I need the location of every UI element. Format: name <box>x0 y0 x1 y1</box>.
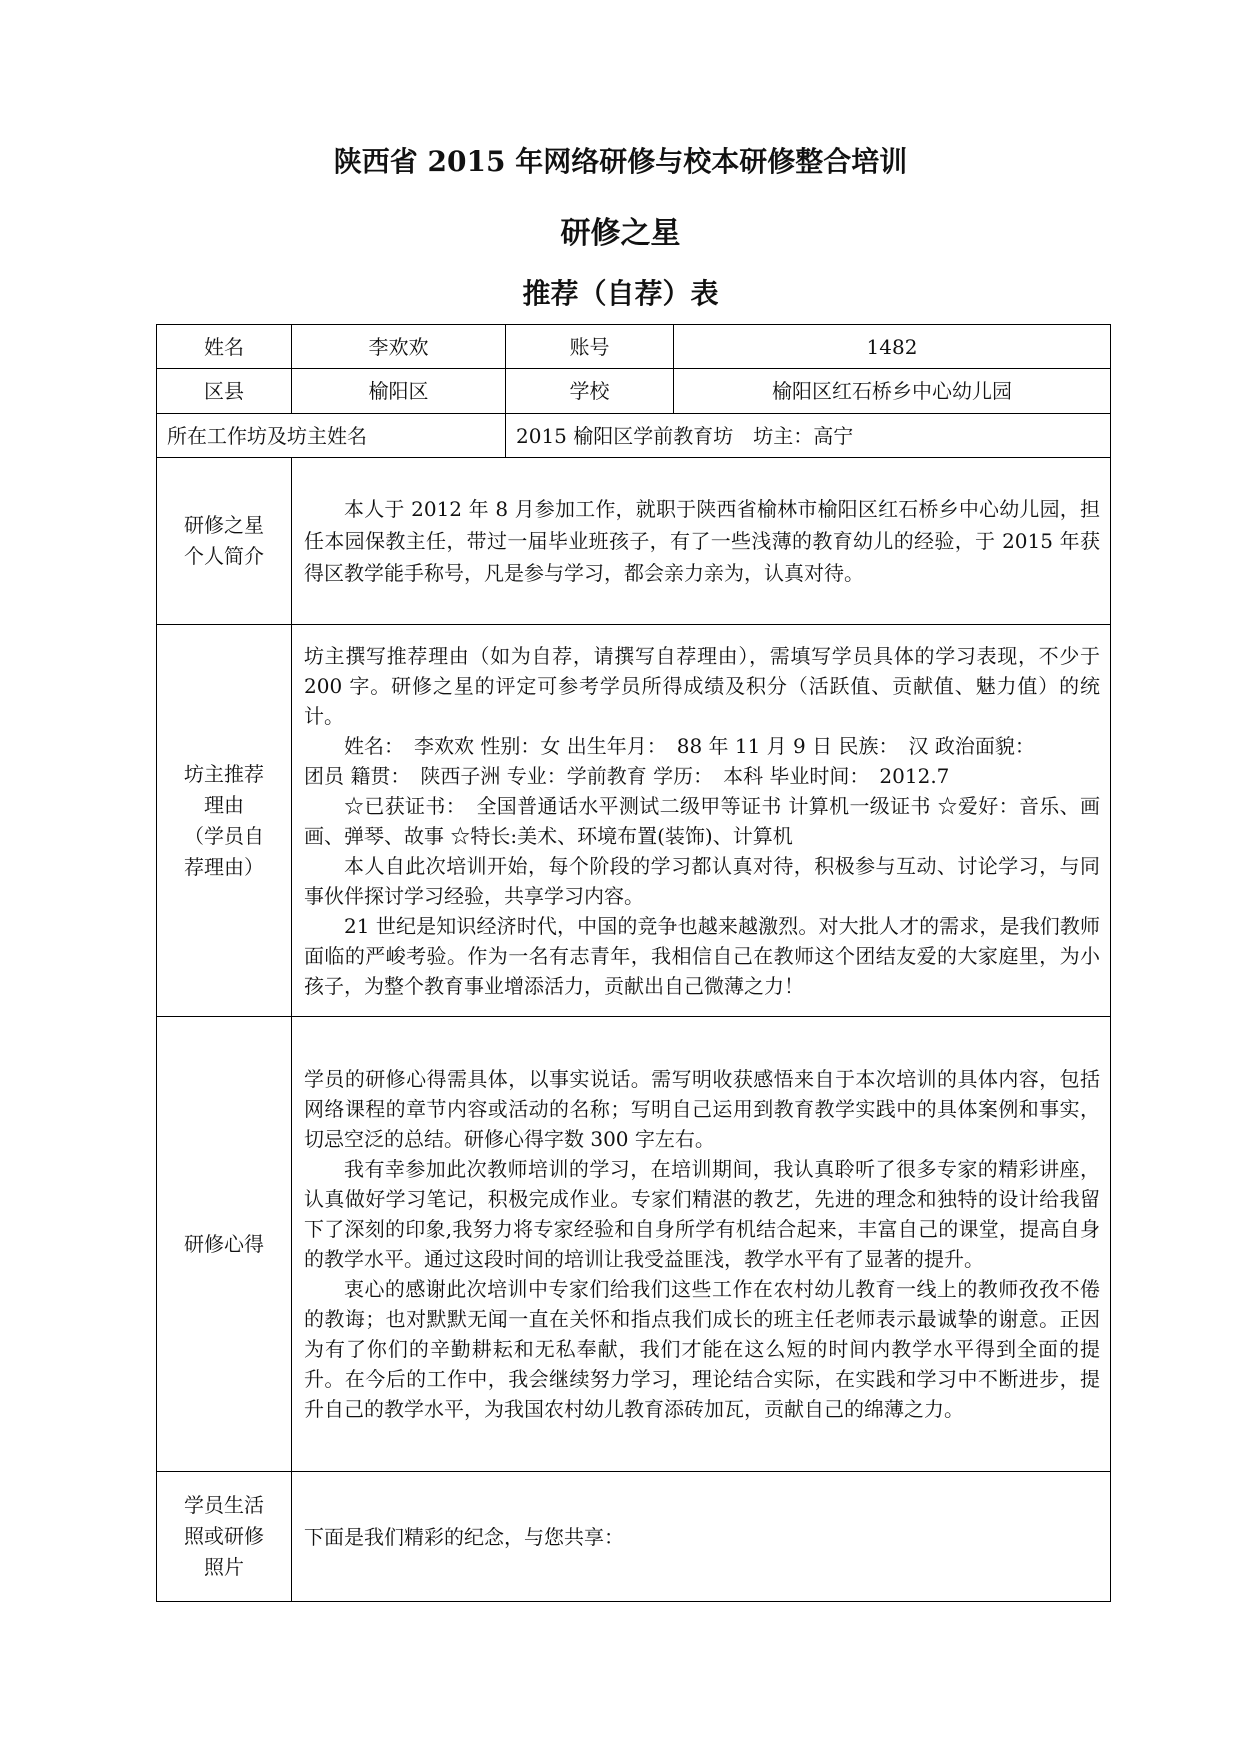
experience-cell <box>292 1017 1111 1472</box>
recommend-paragraph-1: 本人自此次培训开始，每个阶段的学习都认真对待，积极参与互动、讨论学习，与同事伙伴探讨学习经验，共享学习内容。 <box>304 853 1100 908</box>
photos-text: 下面是我们精彩的纪念，与您共享： <box>304 1524 624 1549</box>
document-subtitle: 研修之星 <box>560 216 681 251</box>
photos-cell <box>292 1472 1111 1602</box>
experience-instruction: 学员的研修心得需具体，以事实说话。需写明收获感悟来自于本次培训的具体内容，包括网络课程的章节内容或活动的名称；写明自己运用到教育教学实践中的具体案例和事实，切忌空泛的总结。研修心得字数 300 字左右。 <box>304 1067 1100 1151</box>
workshop-row <box>157 414 1111 458</box>
experience-row <box>157 1017 1111 1472</box>
intro-row <box>157 458 1111 625</box>
intro-text: 本人于 2012 年 8 月参加工作，就职于陕西省榆林市榆阳区红石桥乡中心幼儿园，担任本园保教主任，带过一届毕业班孩子，有了一些浅薄的教育幼儿的经验，于 2015 年获得区教学能手称号，凡是参与学习，都会亲力亲为，认真对待。 <box>304 497 1100 585</box>
recommend-paragraph-2: 21 世纪是知识经济时代，中国的竞争也越来越激烈。对大批人才的需求，是我们教师面临的严峻考验。作为一名有志青年，我相信自己在教师这个团结友爱的大家庭里，为小孩子，为整个教育事业增添活力，贡献出自己微薄之力！ <box>304 913 1100 998</box>
experience-paragraph-2: 衷心的感谢此次培训中专家们给我们这些工作在农村幼儿教育一线上的教师孜孜不倦的教诲；也对默默无闻一直在关怀和指点我们成长的班主任老师表示最诚挚的谢意。正因为有了你们的辛勤耕耘和无私奉献，我们才能在这么短的时间内教学水平得到全面的提升。在今后的工作中，我会继续努力学习，理论结合实际，在实践和学习中不断进步，提升自己的教学水平，为我国农村幼儿教育添砖加瓦，贡献自己的绵薄之力。 <box>304 1277 1100 1421</box>
experience-label: 研修心得 <box>157 1017 292 1472</box>
personal-info-line1: 姓名： 李欢欢 性别：女 出生年月： 88 年 11 月 9 日 民族： 汉 政治面貌： <box>344 733 1035 758</box>
document-title: 陕西省 2015 年网络研修与校本研修整合培训 <box>333 145 908 178</box>
district-label: 区县 <box>157 369 292 414</box>
intro-cell <box>292 458 1111 625</box>
photos-label: 学员生活 照或研修 照片 <box>157 1472 292 1602</box>
name-label: 姓名 <box>157 325 292 369</box>
school-value: 榆阳区红石桥乡中心幼儿园 <box>674 369 1111 414</box>
name-value: 李欢欢 <box>292 325 506 369</box>
workshop-label: 所在工作坊及坊主姓名 <box>157 414 506 458</box>
form-title: 推荐（自荐）表 <box>522 277 719 310</box>
intro-label: 研修之星 个人简介 <box>157 458 292 625</box>
recommend-label: 坊主推荐 理由 （学员自 荐理由） <box>157 625 292 1017</box>
workshop-value: 2015 榆阳区学前教育坊 坊主：高宁 <box>506 414 1111 458</box>
district-school-row <box>157 369 1111 414</box>
recommend-row <box>157 625 1111 1017</box>
certificates-text: ☆已获证书： 全国普通话水平测试二级甲等证书 计算机一级证书 ☆爱好：音乐、画画、弹琴、故事 ☆特长:美术、环境布置(装饰)、计算机 <box>304 793 1100 848</box>
recommend-cell <box>292 625 1111 1017</box>
experience-paragraph-1: 我有幸参加此次教师培训的学习，在培训期间，我认真聆听了很多专家的精彩讲座，认真做好学习笔记，积极完成作业。专家们精湛的教艺，先进的理念和独特的设计给我留下了深刻的印象,我努力将专家经验和自身所学有机结合起来，丰富自己的课堂，提高自身的教学水平。通过这段时间的培训让我受益匪浅，教学水平有了显著的提升。 <box>304 1157 1100 1271</box>
recommendation-form-table <box>156 324 1111 1602</box>
school-label: 学校 <box>506 369 674 414</box>
account-value: 1482 <box>674 325 1111 369</box>
photos-row <box>157 1472 1111 1602</box>
recommend-instruction: 坊主撰写推荐理由（如为自荐，请撰写自荐理由），需填写学员具体的学习表现，不少于 200 字。研修之星的评定可参考学员所得成绩及积分（活跃值、贡献值、魅力值）的统计。 <box>304 643 1100 728</box>
district-value: 榆阳区 <box>292 369 506 414</box>
name-account-row <box>157 325 1111 369</box>
account-label: 账号 <box>506 325 674 369</box>
personal-info-line2: 团员 籍贯： 陕西子洲 专业：学前教育 学历： 本科 毕业时间： 2012.7 <box>304 763 950 788</box>
